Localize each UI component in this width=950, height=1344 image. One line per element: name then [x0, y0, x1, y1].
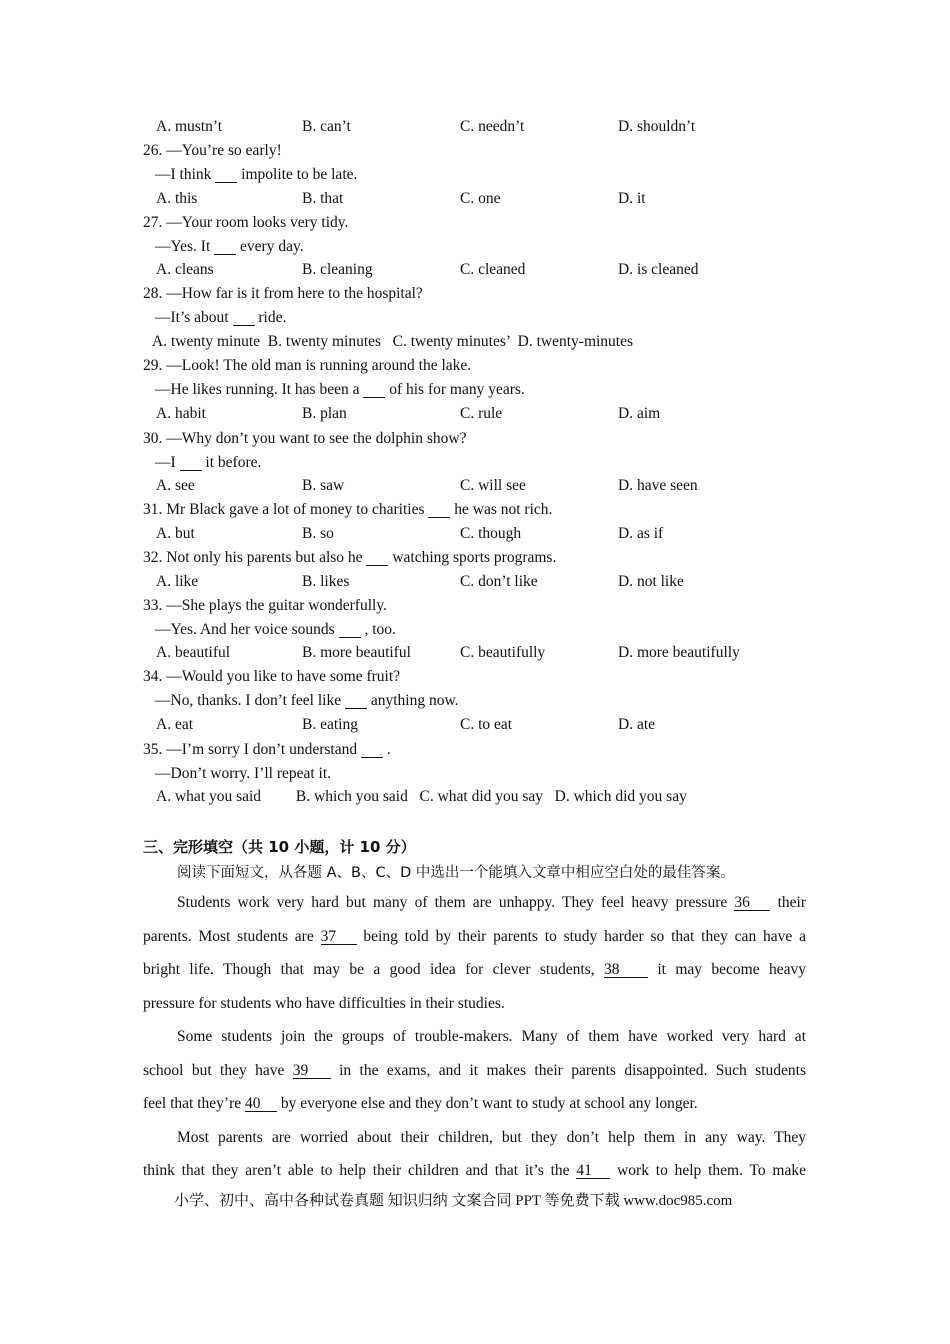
text: work to help them. To make	[610, 1162, 807, 1179]
option-d: D. ate	[618, 716, 656, 733]
text: their	[770, 894, 806, 911]
passage-line	[177, 892, 806, 914]
text: watching sports programs.	[388, 549, 557, 566]
answer-blank	[361, 743, 383, 758]
q27-stem: 27. —Your room looks very tidy.	[143, 214, 349, 231]
option-a: A. habit	[156, 405, 206, 422]
page-footer: 小学、初中、高中各种试卷真题 知识归纳 文案合同 PPT 等免费下载 www.doc985.com	[174, 1193, 733, 1209]
option-a: A. but	[156, 525, 195, 542]
text: in the exams, and it makes their parents disappointed. Such students	[330, 1062, 806, 1079]
option-c: C. though	[460, 525, 522, 542]
text: feel that they’re	[143, 1095, 245, 1112]
q35-line2: —Don’t worry. I’ll repeat it.	[155, 765, 332, 782]
option-b: B. likes	[302, 573, 350, 590]
text: by everyone else and they don’t want to study at school any longer.	[276, 1095, 698, 1112]
text: ride.	[254, 309, 287, 326]
text: 31. Mr Black gave a lot of money to charities	[143, 501, 429, 518]
option-a: A. eat	[156, 716, 194, 733]
passage-line	[143, 926, 806, 948]
q26-stem: 26. —You’re so early!	[143, 142, 282, 159]
text: —I think	[155, 166, 216, 183]
answer-blank	[233, 311, 255, 326]
cloze-blank-41: 41	[576, 1164, 610, 1179]
option-c: C. rule	[460, 405, 503, 422]
option-a: A. beautiful	[156, 644, 231, 661]
answer-blank	[180, 456, 202, 471]
option-c: C. will see	[460, 477, 526, 494]
option-d: D. more beautifully	[618, 644, 740, 661]
text: —He likes running. It has been a	[155, 381, 364, 398]
q31-stem	[143, 499, 552, 521]
passage-line: Some students join the groups of trouble-makers. Many of them have worked very hard at	[177, 1028, 806, 1045]
passage-line	[143, 1093, 806, 1115]
q35-options: A. what you said B. which you said C. what did you say D. which did you say	[156, 788, 687, 805]
option-a: A. this	[156, 190, 198, 207]
option-b: B. can’t	[302, 118, 351, 135]
text: he was not rich.	[450, 501, 553, 518]
answer-blank	[339, 623, 361, 638]
cloze-blank-39: 39	[293, 1064, 331, 1079]
option-b: B. cleaning	[302, 261, 373, 278]
text: —No, thanks. I don’t feel like	[155, 692, 345, 709]
option-c: C. one	[460, 190, 501, 207]
option-d: D. have seen	[618, 477, 698, 494]
option-d: D. it	[618, 190, 646, 207]
option-d: D. aim	[618, 405, 661, 422]
q28-options: A. twenty minute B. twenty minutes C. twenty minutes’ D. twenty-minutes	[152, 333, 634, 350]
text: being told by their parents to study harder so that they can have a	[356, 928, 806, 945]
text: 35. —I’m sorry I don’t understand	[143, 741, 361, 758]
passage-line	[143, 959, 806, 981]
q33-line2	[155, 619, 396, 641]
option-c: C. to eat	[460, 716, 513, 733]
text: every day.	[236, 238, 304, 255]
answer-blank	[363, 383, 385, 398]
passage-line: pressure for students who have difficulties in their studies.	[143, 995, 505, 1012]
option-c: C. needn’t	[460, 118, 525, 135]
text: anything now.	[366, 692, 459, 709]
section-heading: 三、完形填空（共 10 小题，计 10 分）	[143, 838, 416, 856]
answer-blank	[214, 240, 236, 255]
option-c: C. don’t like	[460, 573, 538, 590]
option-a: A. like	[156, 573, 199, 590]
passage-line	[143, 1160, 806, 1182]
text: Students work very hard but many of them are unhappy. They feel heavy pressure	[177, 894, 735, 911]
text: —It’s about	[155, 309, 233, 326]
option-b: B. eating	[302, 716, 358, 733]
passage-line: Most parents are worried about their children, but they don’t help them in any way. They	[177, 1129, 806, 1146]
text: parents. Most students are	[143, 928, 321, 945]
text: impolite to be late.	[237, 166, 358, 183]
option-b: B. plan	[302, 405, 347, 422]
text: —Yes. And her voice sounds	[155, 621, 339, 638]
text: —Yes. It	[155, 238, 215, 255]
q32-stem	[143, 547, 556, 569]
cloze-blank-37: 37	[321, 930, 357, 945]
option-c: C. beautifully	[460, 644, 546, 661]
q26-line2	[155, 164, 357, 186]
q29-line2	[155, 379, 525, 401]
answer-blank	[428, 503, 450, 518]
q30-line2	[155, 452, 261, 474]
option-d: D. as if	[618, 525, 664, 542]
text: of his for many years.	[385, 381, 525, 398]
option-c: C. cleaned	[460, 261, 526, 278]
text: it before.	[201, 454, 262, 471]
answer-blank	[345, 694, 367, 709]
cloze-blank-36: 36	[734, 896, 770, 911]
option-b: B. more beautiful	[302, 644, 411, 661]
answer-blank	[215, 168, 237, 183]
text: it may become heavy	[647, 961, 806, 978]
text: school but they have	[143, 1062, 293, 1079]
q34-stem: 34. —Would you like to have some fruit?	[143, 668, 401, 685]
option-d: D. is cleaned	[618, 261, 699, 278]
option-a: A. see	[156, 477, 195, 494]
cloze-blank-40: 40	[245, 1097, 277, 1112]
q29-stem: 29. —Look! The old man is running around the lake.	[143, 357, 472, 374]
option-a: A. mustn’t	[156, 118, 223, 135]
text: , too.	[360, 621, 396, 638]
text: .	[382, 741, 391, 758]
q28-line2	[155, 307, 286, 329]
option-b: B. that	[302, 190, 344, 207]
q27-line2	[155, 236, 304, 258]
passage-line	[143, 1060, 806, 1082]
option-a: A. cleans	[156, 261, 214, 278]
cloze-blank-38: 38	[604, 963, 648, 978]
text: think that they aren’t able to help their children and that it’s the	[143, 1162, 577, 1179]
q30-stem: 30. —Why don’t you want to see the dolphin show?	[143, 430, 467, 447]
text: bright life. Though that may be a good idea for clever students,	[143, 961, 604, 978]
q34-line2	[155, 690, 459, 712]
text: 32. Not only his parents but also he	[143, 549, 367, 566]
section-instruction: 阅读下面短文，从各题 A、B、C、D 中选出一个能填入文章中相应空白处的最佳答案。	[177, 865, 735, 881]
option-b: B. so	[302, 525, 334, 542]
answer-blank	[366, 551, 388, 566]
option-d: D. shouldn’t	[618, 118, 696, 135]
q35-stem	[143, 739, 391, 761]
option-d: D. not like	[618, 573, 684, 590]
q28-stem: 28. —How far is it from here to the hospital?	[143, 285, 423, 302]
option-b: B. saw	[302, 477, 345, 494]
text: —I	[155, 454, 180, 471]
q33-stem: 33. —She plays the guitar wonderfully.	[143, 597, 387, 614]
